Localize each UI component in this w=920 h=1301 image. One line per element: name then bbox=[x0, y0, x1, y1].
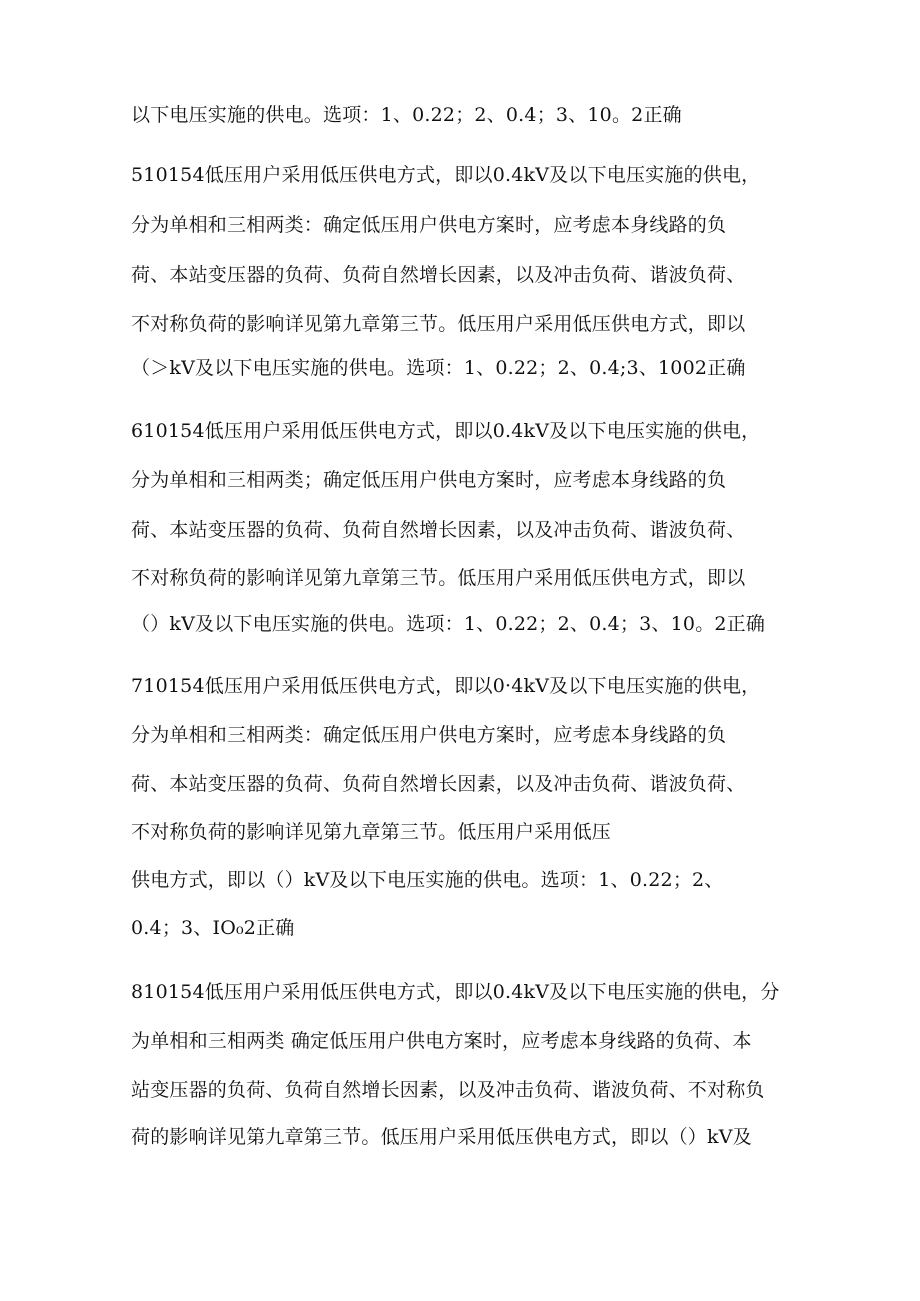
text-line: 荷、本站变压器的负荷、负荷自然增长因素，以及冲击负荷、谐波负荷、 bbox=[131, 519, 746, 541]
text-line: 分为单相和三相两类：确定低压用户供电方案时，应考虑本身线路的负 bbox=[131, 214, 727, 236]
text-line: （）kV及以下电压实施的供电。选项：1、0.22；2、0.4；3、10。2正确 bbox=[131, 613, 766, 635]
text-line: 荷、本站变压器的负荷、负荷自然增长因素，以及冲击负荷、谐波负荷、 bbox=[131, 264, 746, 286]
text-line: 不对称负荷的影响详见第九章第三节。低压用户采用低压 bbox=[131, 821, 612, 843]
text-line: 分为单相和三相两类；确定低压用户供电方案时，应考虑本身线路的负 bbox=[131, 469, 727, 491]
text-line: 供电方式，即以（）kV及以下电压实施的供电。选项：1、0.22；2、 bbox=[131, 869, 724, 891]
text-line: （＞kV及以下电压实施的供电。选项：1、0.22；2、0.4;3、1002正确 bbox=[131, 357, 746, 379]
text-line: 610154低压用户采用低压供电方式，即以0.4kV及以下电压实施的供电， bbox=[131, 420, 761, 442]
text-line: 荷、本站变压器的负荷、负荷自然增长因素，以及冲击负荷、谐波负荷、 bbox=[131, 773, 746, 795]
text-line: 810154低压用户采用低压供电方式，即以0.4kV及以下电压实施的供电，分 bbox=[131, 981, 780, 1003]
text-line: 站变压器的负荷、负荷自然增长因素，以及冲击负荷、谐波负荷、不对称负 bbox=[131, 1079, 765, 1101]
text-line: 510154低压用户采用低压供电方式，即以0.4kV及以下电压实施的供电， bbox=[131, 164, 761, 186]
text-line: 荷的影响详见第九章第三节。低压用户采用低压供电方式，即以（）kV及 bbox=[131, 1126, 752, 1148]
text-line: 0.4；3、IO₀2正确 bbox=[131, 917, 295, 939]
text-line: 不对称负荷的影响详见第九章第三节。低压用户采用低压供电方式，即以 bbox=[131, 567, 746, 589]
text-line: 710154低压用户采用低压供电方式，即以0·4kV及以下电压实施的供电， bbox=[131, 675, 761, 697]
text-line: 为单相和三相两类 确定低压用户供电方案时，应考虑本身线路的负荷、本 bbox=[131, 1030, 752, 1052]
text-line: 不对称负荷的影响详见第九章第三节。低压用户采用低压供电方式，即以 bbox=[131, 313, 746, 335]
text-line: 分为单相和三相两类：确定低压用户供电方案时，应考虑本身线路的负 bbox=[131, 724, 727, 746]
text-line: 以下电压实施的供电。选项：1、0.22；2、0.4；3、10。2正确 bbox=[131, 104, 682, 126]
